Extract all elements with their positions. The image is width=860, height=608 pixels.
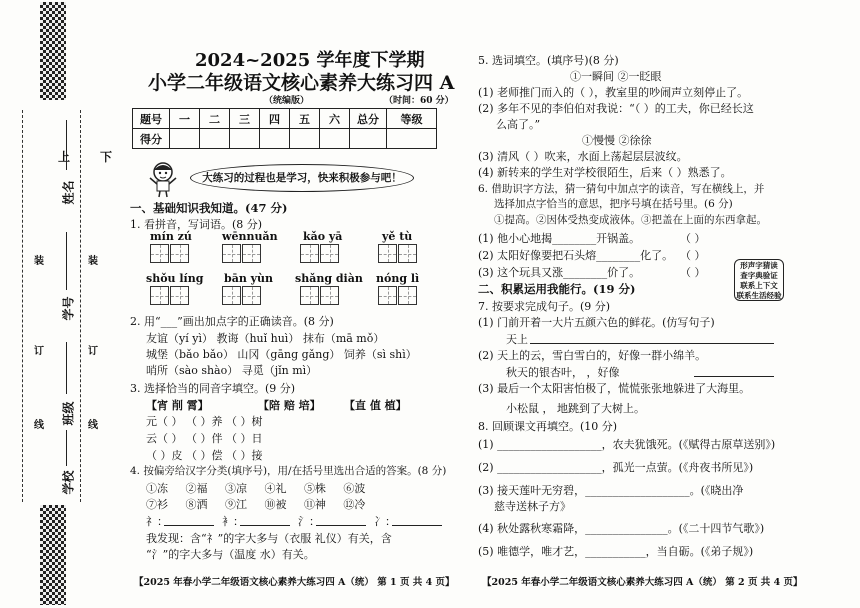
writing-box[interactable] — [300, 244, 319, 263]
cut-mark-zhuang-2: 装 — [88, 256, 98, 267]
title-year: 2024~2025 学年度下学期 — [195, 50, 425, 71]
q7-line-3: (3) 最后一个太阳害怕极了，慌慌张张地躲进了大海里。 — [478, 382, 751, 395]
name-line[interactable] — [66, 120, 67, 170]
q4-char: ⑪神 — [303, 498, 326, 511]
q4-char: ⑦衫 — [146, 498, 168, 511]
writing-box[interactable] — [170, 244, 189, 263]
q5-line-2[interactable]: (2) 多年不见的李伯伯对我说：“（ ）的工夫，你已经长这 — [478, 102, 754, 115]
section-2-title: 二、积累运用我能行。(19 分) — [478, 282, 636, 296]
question-6: 6. 借助识字方法，猜一猜句中加点字的读音，写在横线上，并 — [478, 183, 765, 195]
score-input[interactable] — [200, 129, 230, 149]
q8-line-3b: 慈寺送林子方》 — [494, 500, 571, 513]
q4-chars-row-1 — [146, 480, 365, 496]
school-line[interactable] — [66, 430, 67, 466]
q3-group-1: 【宵 削 霄】 — [146, 399, 209, 412]
q4-char: ⑨江 — [224, 498, 247, 511]
score-input[interactable] — [290, 129, 320, 149]
checker-pattern-top — [40, 2, 66, 100]
score-input[interactable] — [387, 129, 437, 149]
q8-line-3[interactable]: (3) 接天莲叶无穷碧，___________________。(《晓出净 — [478, 484, 744, 497]
score-cell: 得分 — [133, 129, 170, 149]
score-input[interactable] — [350, 129, 387, 149]
score-cell: 四 — [260, 109, 290, 129]
edition-label: （统编版） — [264, 96, 310, 106]
question-2: 2. 用“___”画出加点字的正确读音。(8 分) — [130, 315, 334, 328]
q5-line-2b: 么高了。” — [496, 118, 541, 131]
class-line[interactable] — [66, 342, 67, 394]
q4-chars-row-2 — [146, 496, 365, 512]
q4-answer-line[interactable] — [316, 525, 366, 526]
question-5: 5. 选词填空。(填序号)(8 分) — [478, 54, 619, 67]
q4-radical-2: 衤： — [222, 515, 244, 528]
writing-box[interactable] — [222, 244, 241, 263]
cut-mark-xian: 线 — [34, 420, 44, 431]
writing-box[interactable] — [398, 286, 417, 305]
score-input[interactable] — [320, 129, 350, 149]
cut-mark-ding: 订 — [34, 346, 44, 357]
time-label: （时间：60 分） — [384, 96, 454, 106]
q6-line-3[interactable]: (3) 这个玩具又涨________价了。 — [478, 266, 641, 279]
top-mark: 上 — [58, 150, 71, 164]
school-label: 学校 — [61, 470, 76, 495]
question-1: 1. 看拼音，写词语。(8 分) — [130, 218, 263, 231]
q5-line-1[interactable]: (1) 老师推门而入的（ ），教室里的吵闹声立刻停止了。 — [478, 86, 749, 99]
score-cell: 五 — [290, 109, 320, 129]
writing-box[interactable] — [222, 286, 241, 305]
q2-line-2[interactable]: 城堡（bǎo bǎo） 山冈（gāng gǎng） 饲养（sì shì） — [146, 348, 417, 361]
q6-line-1[interactable]: (1) 他小心地揭________开锅盖。 — [478, 232, 641, 245]
method-stamp — [734, 259, 784, 301]
motivation-bubble: 大练习的过程也是学习，快来积极参与吧！ — [190, 164, 414, 192]
pinyin-7: shǎng diàn — [295, 272, 363, 285]
q4-char: ④礼 — [264, 482, 287, 495]
pinyin-1: mín zú — [150, 230, 192, 243]
pinyin-5: shǒu líng — [146, 272, 204, 285]
q4-char: ⑩被 — [264, 498, 287, 511]
q5-line-4[interactable]: (4) 新转来的学生对学校很陌生，后来（ ）熟悉了。 — [478, 166, 732, 179]
pinyin-3: kǎo yā — [303, 230, 343, 243]
question-8: 8. 回顾课文再填空。(10 分) — [478, 420, 618, 433]
score-cell: 二 — [200, 109, 230, 129]
q4-char: ⑤株 — [303, 482, 326, 495]
stamp-line: 联系生活经验 — [736, 291, 782, 300]
stamp-line: 查字典验证 — [740, 271, 778, 280]
q6-paren-1[interactable]: （ ） — [680, 232, 706, 245]
q4-char: ⑫冷 — [343, 498, 366, 511]
class-label: 班级 — [61, 401, 76, 426]
question-7: 7. 按要求完成句子。(9 分) — [478, 300, 611, 313]
name-label: 姓名 — [61, 180, 76, 205]
q8-line-1[interactable]: (1) ___________________，农夫犹饿死。(《赋得古原草送别》) — [478, 438, 776, 451]
q4-char: ③凉 — [224, 482, 247, 495]
binding-dash-line-outer — [22, 110, 23, 502]
q8-line-4[interactable]: (4) 秋处露秋寒霜降，_______________。(《二十四节气歌》) — [478, 522, 765, 535]
cut-mark-ding-2: 订 — [88, 346, 98, 357]
stamp-line: 联系上下文 — [740, 281, 778, 290]
binding-dash-line — [80, 110, 81, 502]
score-input[interactable] — [170, 129, 200, 149]
q8-line-5[interactable]: (5) 唯德学，唯才艺，___________，当自砺。(《弟子规》) — [478, 545, 754, 558]
pinyin-4: yě tù — [382, 230, 413, 243]
q7-line-2: (2) 天上的云，雪白雪白的，好像一群小绵羊。 — [478, 349, 707, 362]
student-id-label: 学号 — [61, 296, 76, 321]
score-cell: 一 — [170, 109, 200, 129]
writing-box[interactable] — [378, 286, 397, 305]
writing-box[interactable] — [398, 244, 417, 263]
question-6b: 选择加点字恰当的意思，把序号填在括号里。(6 分) — [494, 198, 733, 210]
writing-box[interactable] — [242, 244, 261, 263]
q4-char: ⑧洒 — [185, 498, 208, 511]
q4-finding-2[interactable]: “氵”的字大多与（温度 水）有关。 — [146, 548, 315, 561]
score-cell: 总分 — [350, 109, 387, 129]
q3-group-2: 【陪 赔 培】 — [258, 399, 321, 412]
page-footer-2: 【2025 年春小学二年级语文核心素养大练习四 A（统） 第 2 页 共 4 页】 — [482, 577, 803, 588]
score-table — [132, 108, 437, 149]
score-cell: 六 — [320, 109, 350, 129]
score-value-row — [133, 129, 437, 149]
page-footer-1: 【2025 年春小学二年级语文核心素养大练习四 A（统） 第 1 页 共 4 页】 — [134, 577, 455, 588]
question-4: 4. 按偏旁给汉字分类(填序号)，用/在括号里选出合适的答案。(8 分) — [130, 465, 447, 477]
cut-mark-xian-2: 线 — [88, 420, 98, 431]
q4-radical-3: 氵： — [298, 515, 320, 528]
page-title: 小学二年级语文核心素养大练习四 A — [148, 72, 455, 94]
pinyin-8: nóng lì — [376, 272, 420, 285]
writing-box[interactable] — [320, 244, 339, 263]
q4-answer-line[interactable] — [392, 525, 442, 526]
stamp-line: 形声字猜读 — [740, 261, 778, 270]
score-cell: 三 — [230, 109, 260, 129]
q6-line-2[interactable]: (2) 太阳好像要把石头熔________化了。 — [478, 249, 674, 262]
checker-pattern-bottom — [40, 505, 66, 605]
q7-answer-line[interactable] — [530, 343, 774, 344]
q7-line-3a[interactable]: 小松鼠 ， 地跳到了大树上。 — [506, 402, 645, 415]
q4-answer-line[interactable] — [164, 525, 214, 526]
writing-box[interactable] — [378, 244, 397, 263]
q3-line-3[interactable]: （ ）皮 （ ）偿 （ ）接 — [146, 449, 263, 462]
q6-options: ①提高。②因体受热变成液体。③把盖在上面的东西拿起。 — [494, 214, 767, 226]
score-input[interactable] — [230, 129, 260, 149]
q7-line-1: (1) 门前开着一大片五颜六色的鲜花。(仿写句子) — [478, 316, 715, 329]
student-id-line[interactable] — [66, 232, 67, 290]
student-mascot-icon — [146, 160, 180, 198]
q4-char: ②福 — [185, 482, 208, 495]
writing-box[interactable] — [150, 244, 169, 263]
score-cell: 等级 — [387, 109, 437, 129]
q4-radical-1: 礻： — [146, 515, 168, 528]
q2-line-3[interactable]: 哨所（sào shào） 寻觅（jǐn mì） — [146, 364, 318, 377]
binding-strip — [0, 0, 113, 608]
q7-line-2a: 秋天的银杏叶， ，好像 — [506, 366, 620, 379]
pinyin-6: bān yùn — [224, 272, 274, 285]
score-input[interactable] — [260, 129, 290, 149]
q5-line-3[interactable]: (3) 清风（ ）吹来，水面上荡起层层波纹。 — [478, 150, 688, 163]
q3-line-2[interactable]: 云（ ） （ ）伴 （ ）日 — [146, 432, 263, 445]
score-header-row — [133, 109, 437, 129]
q3-line-1[interactable]: 元（ ） （ ）养 （ ）树 — [146, 415, 263, 428]
q4-finding-1[interactable]: 我发现：含“礻”的字大多与（衣服 礼仪）有关，含 — [146, 532, 392, 545]
score-cell: 题号 — [133, 109, 170, 129]
pinyin-2: wēnnuǎn — [222, 230, 278, 243]
q2-line-1[interactable]: 友谊（yí yì） 教诲（huǐ huì） 抹布（mā mǒ） — [146, 332, 385, 345]
q6-paren-2[interactable]: （ ） — [680, 249, 706, 262]
writing-box[interactable] — [300, 286, 319, 305]
q8-line-2[interactable]: (2) ___________________，孤光一点萤。(《舟夜书所见》) — [478, 461, 754, 474]
writing-box[interactable] — [150, 286, 169, 305]
q5-options-2: ①慢慢 ②徐徐 — [582, 134, 652, 147]
writing-box[interactable] — [320, 286, 339, 305]
q4-radical-4: 冫： — [374, 515, 396, 528]
q7-line-1a: 天上 — [506, 333, 528, 346]
q3-group-3: 【直 值 植】 — [344, 399, 407, 412]
bottom-mark: 下 — [100, 150, 113, 164]
section-1-title: 一、基础知识我知道。(47 分) — [130, 201, 288, 215]
q5-options-1: ①一瞬间 ②一眨眼 — [570, 70, 662, 83]
q4-char: ⑥波 — [343, 482, 366, 495]
writing-box[interactable] — [242, 286, 261, 305]
question-3: 3. 选择恰当的同音字填空。(9 分) — [130, 382, 296, 395]
writing-box[interactable] — [170, 286, 189, 305]
cut-mark-zhuang: 装 — [34, 256, 44, 267]
q7-answer-line[interactable] — [694, 376, 774, 377]
q6-paren-3[interactable]: （ ） — [680, 266, 706, 279]
q4-answer-line[interactable] — [240, 525, 290, 526]
q4-char: ①冻 — [146, 482, 168, 495]
